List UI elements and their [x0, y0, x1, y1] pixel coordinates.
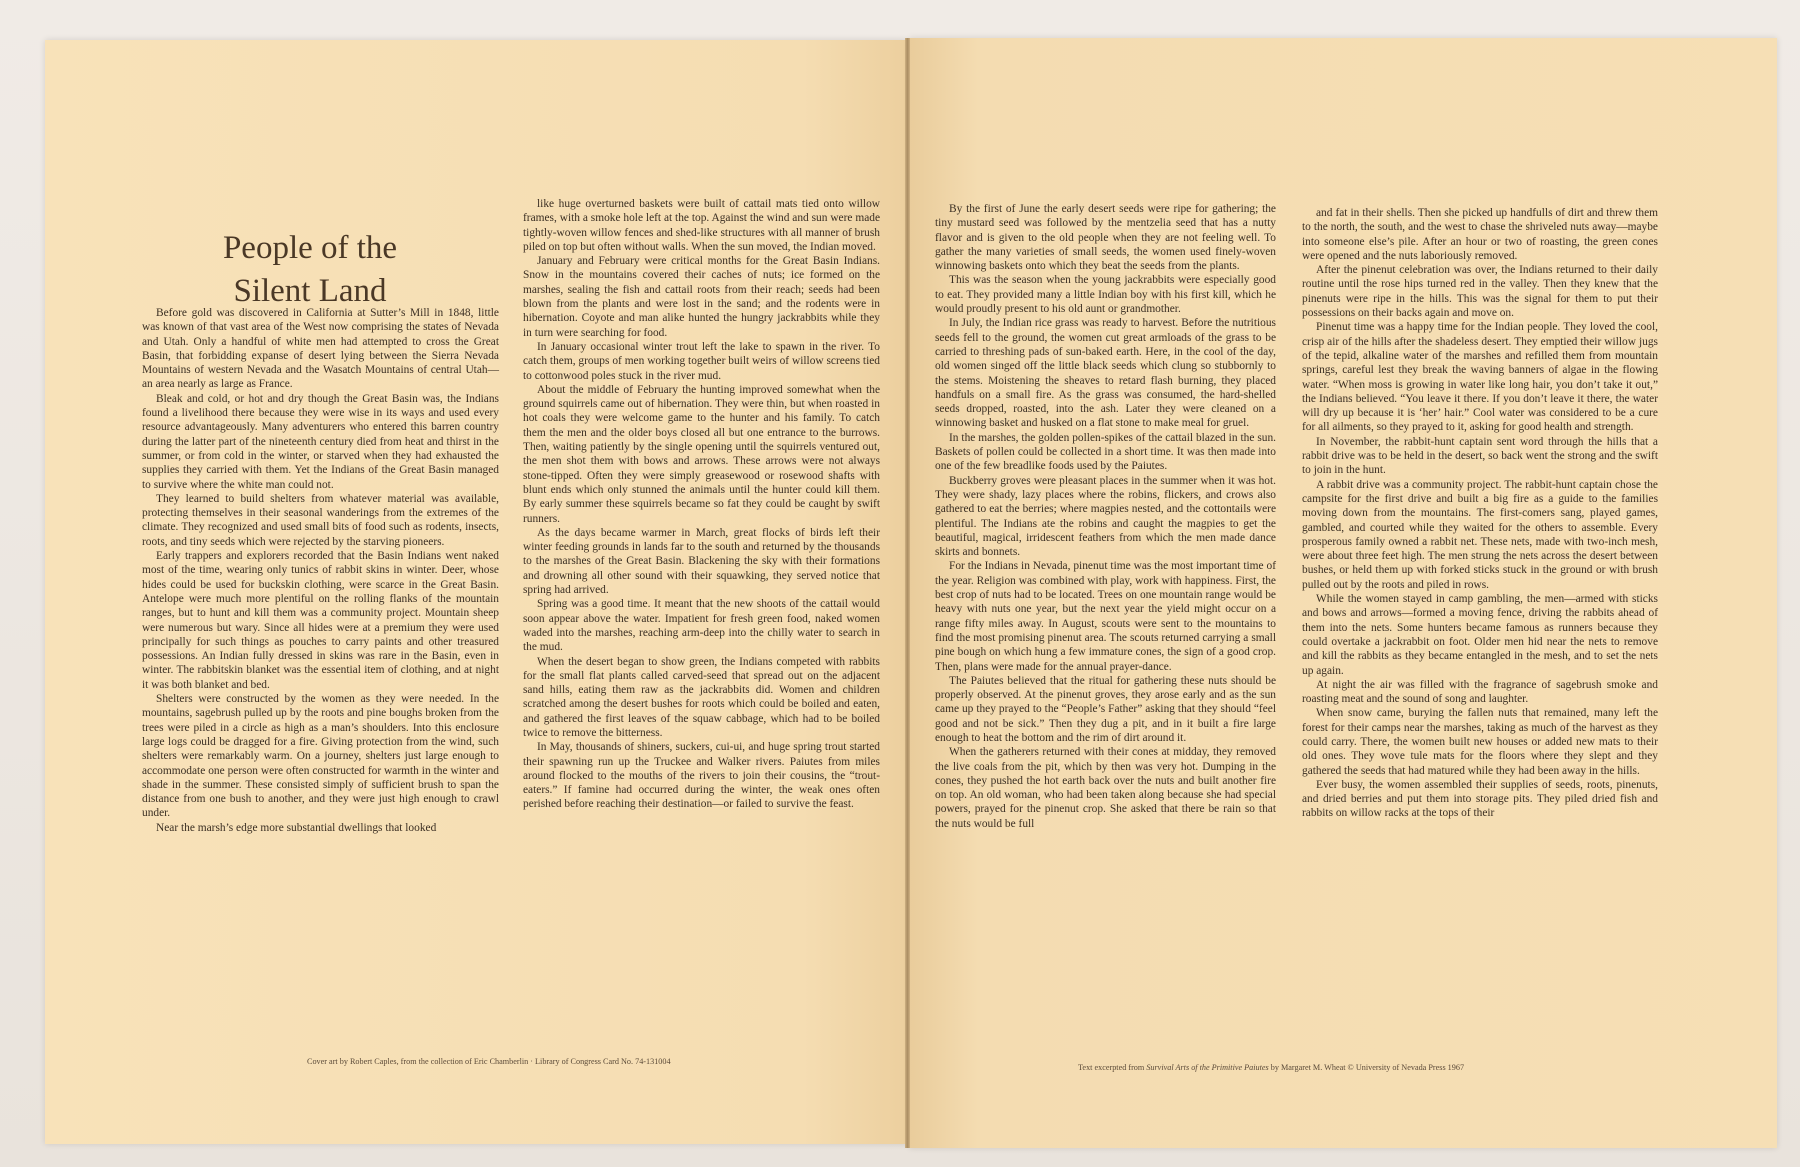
text-column-3: [935, 202, 1276, 831]
paragraph: By the first of June the early desert seeds were ripe for gathering; the tiny mustard seed was followed by the mentzelia seed that has a nutty flavor and is given to the old people when they are not feeling well. To gather the many varieties of small seeds, the women used finely-woven winnowing baskets onto which they beat the seeds from the plants.: [935, 203, 1276, 273]
title-line-1: People of the: [222, 230, 398, 267]
paragraph: In the marshes, the golden pollen-spikes of the cattail blazed in the sun. Baskets of pollen could be collected in a short time. It was then made into one of the few breadlike foods used by the Paiutes.: [935, 431, 1276, 473]
paragraph: In May, thousands of shiners, suckers, cui-ui, and huge spring trout started their spawning run up the Truckee and Walker rivers. Paiutes from miles around flocked to the mouths of the rivers to join their cousins, the “trout-eaters.” If famine had occurred during the winter, the weak ones often perished before reaching their destination—or failed to survive the feast.: [523, 741, 880, 811]
credit-book-title: Survival Arts of the Primitive Paiutes: [1146, 1063, 1269, 1072]
paragraph: After the pinenut celebration was over, the Indians returned to their daily routine until the rose hips turned red in the valley. Then they knew that the pinenuts were ripe in the hills. This was the signal for them to put their possessions on their backs again and move on.: [1302, 264, 1658, 320]
paragraph: In July, the Indian rice grass was ready to harvest. Before the nutritious seeds fell to the ground, the women cut great armloads of the grass to be carried to threshing pads of sun-baked earth. Here, in the cool of the day, old women singed off the little black seeds which clung so stubbornly to the stems. Moistening the sheaves to retard flash burning, they placed handfuls on a small fire. As the grass was consumed, the hard-shelled seeds dropped, roasted, into the ash. Later they were cleaned on a winnowing basket and husked on a flat stone to make meal for gruel.: [935, 317, 1276, 430]
text-column-1: [142, 306, 499, 835]
paragraph: For the Indians in Nevada, pinenut time was the most important time of the year. Religion was combined with play, work with happiness. First, the best crop of nuts had to be located. Trees on one mountain range would be heavy with nuts one year, but the next year the yield might occur on a range fifty miles away. In August, scouts were sent to the mountains to find the most promising pinenut area. The scouts returned carrying a small pine bough on which hung a few immature cones, the sign of a good crop. Then, plans were made for the annual prayer-dance.: [935, 560, 1276, 673]
paragraph: Spring was a good time. It meant that the new shoots of the cattail would soon appear above the water. Impatient for fresh green food, naked women waded into the marshes, reaching arm-deep into the chilly water to search in the mud.: [523, 598, 880, 654]
paragraph: Pinenut time was a happy time for the Indian people. They loved the cool, crisp air of the hills after the shadeless desert. They emptied their willow jugs of the tepid, alkaline water of the marshes and refilled them from mountain springs, careful lest they break the waving banners of algae in the flowing water. “When moss is growing in water like long hair, you don’t take it out,” the Indians believed. “You leave it there. If you don’t leave it there, the water will dry up because it is ‘her’ hair.” Cool water was considered to be a cure for all ailments, so they prayed to it, asking for good health and strength.: [1302, 321, 1658, 434]
paragraph: While the women stayed in camp gambling, the men—armed with sticks and bows and arrows—formed a moving fence, driving the rabbits ahead of them into the nets. Some hunters became famous as runners because they could overtake a jackrabbit on foot. Older men hid near the nets to remove and kill the rabbits as they became entangled in the mesh, and to set the nets up again.: [1302, 593, 1658, 677]
paragraph: When snow came, burying the fallen nuts that remained, many left the forest for their camps near the marshes, taking as much of the harvest as they could carry. There, the women built new houses or added new mats to their old ones. They wove tule mats for the floors where they slept and they gathered the seeds that had matured while they had been away in the hills.: [1302, 707, 1658, 777]
paragraph: Ever busy, the women assembled their supplies of seeds, roots, pinenuts, and dried berries and put them into storage pits. They piled dried fish and rabbits on willow racks at the tops of their: [1302, 778, 1658, 820]
paragraph: They learned to build shelters from whatever material was available, protecting themselves in their seasonal wanderings from the extremes of the climate. They recognized and used small bits of food such as rodents, insects, roots, and tiny seeds which were rejected by the starving pioneers.: [142, 492, 499, 548]
paragraph: This was the season when the young jackrabbits were especially good to eat. They provided many a little Indian boy with his first kill, which he would proudly present to his old aunt or grandmother.: [935, 274, 1276, 316]
paragraph: January and February were critical months for the Great Basin Indians. Snow in the mountains covered their caches of nuts; ice formed on the marshes, sealing the fish and cattail roots from their reach; seeds had been blown from the plants and were lost in the sand; and the rodents were in hibernation. Coyote and man alike hunted the hungry jackrabbits while they in turn were searching for food.: [523, 255, 880, 339]
paragraph: About the middle of February the hunting improved somewhat when the ground squirrels came out of hibernation. They were thin, but when roasted in hot coals they were welcome game to the hunter and his family. To catch them the men and the older boys closed all but one entrance to the burrows. Then, waiting patiently by the single opening until the squirrels ventured out, the men shot them with bows and arrows. These arrows were not always stone-tipped. Often they were simply greasewood or rosewood shafts with blunt ends which only stunned the animals until the hunter could kill them. By early summer these squirrels became so fat they could be caught by swift runners.: [523, 383, 880, 525]
text-column-2: [523, 197, 880, 812]
paragraph: When the desert began to show green, the Indians competed with rabbits for the small flat plants called carved-seed that spread out on the adjacent sand hills, eating them raw as the jackrabbits did. Women and children scratched among the desert bushes for roots which could be boiled and eaten, and gathered the first leaves of the squaw cabbage, which had to be boiled twice to remove the bitterness.: [523, 655, 880, 739]
paragraph: As the days became warmer in March, great flocks of birds left their winter feeding grounds in lands far to the south and returned by the thousands to the marshes of the Great Basin. Blackening the sky with their formations and drowning all other sound with their squawking, they served notice that spring had arrived.: [523, 526, 880, 597]
title-line-2: Silent Land: [233, 273, 387, 310]
paragraph: Buckberry groves were pleasant places in the summer when it was hot. They were shady, lazy places where the robins, flickers, and crows also gathered to eat the berries; where magpies nested, and the cottontails were plentiful. The Indians ate the robins and caught the magpies to get the beautiful, magical, irridescent feathers from which the men made dance skirts and bonnets.: [935, 474, 1276, 559]
paragraph: In January occasional winter trout left the lake to spawn in the river. To catch them, groups of men working together built weirs of willow screens tied to cottonwood poles stuck in the river mud.: [523, 340, 880, 382]
paragraph: Early trappers and explorers recorded that the Basin Indians went naked most of the time, wearing only tunics of rabbit skins in winter. Deer, whose hides could be used for buckskin clothing, were scarce in the Great Basin. Antelope were much more plentiful on the rolling flanks of the mountain ranges, but to hunt and kill them was a community project. Mountain sheep were numerous but wary. Since all hides were at a premium they were used principally for such things as pouches to carry paints and other treasured possessions. An Indian fully dressed in skins was rare in the Basin, even in winter. The rabbitskin blanket was the essential item of clothing, and at night it was both blanket and bed.: [142, 550, 499, 691]
paragraph: The Paiutes believed that the ritual for gathering these nuts should be properly observed. At the pinenut groves, they arose early and as the sun came up they prayed to the “People’s Father” asking that they should “feel good and not be sick.” Then they dug a pit, and in it built a fire large enough to heat the bottom and the rim of dirt around it.: [935, 674, 1276, 744]
paragraph: Before gold was discovered in California at Sutter’s Mill in 1848, little was known of that vast area of the West now comprising the states of Nevada and Utah. Only a handful of white men had attempted to cross the Great Basin, that forbidding expanse of desert lying between the Sierra Nevada Mountains of western Nevada and the Wasatch Mountains of central Utah—an area nearly as large as France.: [142, 307, 499, 391]
paragraph: In November, the rabbit-hunt captain sent word through the hills that a rabbit drive was to be held in the desert, so back went the strong and the swift to join in the hunt.: [1302, 435, 1658, 477]
paragraph: At night the air was filled with the fragrance of sagebrush smoke and roasting meat and the sound of song and laughter.: [1302, 678, 1658, 706]
paragraph: Shelters were constructed by the women as they were needed. In the mountains, sagebrush pulled up by the roots and pine boughs broken from the trees were piled in a circle as high as a man’s shoulders. Into this enclosure large logs could be dragged for a fire. Giving protection from the wind, such shelters were remarkably warm. On a journey, shelters just large enough to accommodate one person were often constructed for warmth in the winter and shade in the summer. These consisted simply of sufficient brush to span the distance from one bush to another, and they were just high enough to crawl under.: [142, 693, 499, 820]
text-credit: [1078, 1063, 1464, 1072]
paragraph: like huge overturned baskets were built of cattail mats tied onto willow frames, with a smoke hole left at the top. Against the wind and sun were made tightly-woven willow fences and shed-like structures with all manner of brush piled on top but often without walls. When the sun moved, the Indian moved.: [523, 198, 880, 253]
credit-post: by Margaret M. Wheat © University of Nevada Press 1967: [1270, 1063, 1465, 1072]
paragraph: When the gatherers returned with their cones at midday, they removed the live coals from the pit, which by then was very hot. Dumping in the cones, they pushed the hot earth back over the nuts and built another fire on top. An old woman, who had been taken along because she had special powers, prayed for the pinenut crop. She asked that there be rain so that the nuts would be full: [935, 746, 1276, 830]
paragraph: A rabbit drive was a community project. The rabbit-hunt captain chose the campsite for the first drive and built a big fire as a guide to the families moving down from the mountains. The first-comers sang, played games, gambled, and courted while they waited for the others to assemble. Every prosperous family owned a rabbit net. These nets, made with two-inch mesh, were about three feet high. The men strung the nets across the desert between bushes, or held them up with forked sticks stuck in the ground or with brush pulled out by the roots and piled in rows.: [1302, 478, 1658, 591]
text-column-4: [1302, 206, 1658, 821]
credit-pre: Text excerpted from: [1078, 1063, 1145, 1072]
paragraph: and fat in their shells. Then she picked up handfulls of dirt and threw them to the north, the south, and the west to chase the shriveled nuts away—maybe into someone else’s pile. After an hour or two of roasting, the green cones were opened and the nuts laboriously removed.: [1302, 207, 1658, 262]
paragraph: Bleak and cold, or hot and dry though the Great Basin was, the Indians found a livelihood there because they were wise in its ways and used every resource advantageously. Many adventurers who entered this barren country during the latter part of the nineteenth century died from heat and thirst in the summer, or from cold in the winter, or starved when they had exhausted the supplies they carried with them. Yet the Indians of the Great Basin managed to survive where the white man could not.: [142, 392, 499, 491]
article-title: [185, 227, 435, 313]
cover-credit: Cover art by Robert Caples, from the collection of Eric Chamberlin · Library of Congress Card No. 74-131004: [307, 1057, 671, 1066]
page-gutter: [905, 38, 910, 1148]
paragraph: Near the marsh’s edge more substantial dwellings that looked: [156, 821, 437, 834]
